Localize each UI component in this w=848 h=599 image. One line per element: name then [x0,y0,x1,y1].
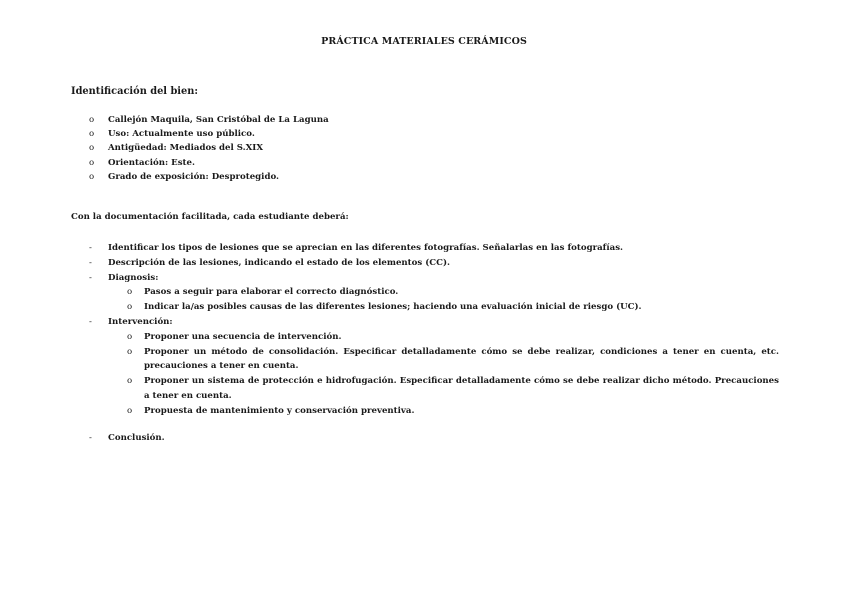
age-text: Antigüedad: Mediados del S.XIX [108,143,263,154]
list-item [127,330,779,345]
task-intervention-text: Intervención: [108,316,173,327]
task-diagnosis-text: Diagnosis: [108,272,159,283]
circle-bullet-icon: o [127,302,133,313]
circle-bullet-icon: o [127,405,133,416]
dash-bullet-icon: - [89,432,92,443]
spacer [89,419,779,431]
list-item [127,345,779,375]
list-item [127,404,779,419]
list-item [127,285,779,300]
diagnosis-sub-list [108,285,779,315]
circle-bullet-icon: o [127,346,133,357]
identification-heading: Identificación del bien: [71,86,198,97]
intervention-step-text: Proponer un método de consolidación. Especificar detalladamente cómo se debe realizar, condiciones a tener en cuenta, etc. precauciones a tener en cuenta. [144,346,779,372]
task-identify-text: Identificar los tipos de lesiones que se aprecian en las diferentes fotografías. Señalarlas en las fotografías. [108,243,624,253]
circle-bullet-icon: o [89,115,95,125]
task-conclusion [89,431,779,446]
identification-list [89,113,329,184]
diagnosis-step-text: Indicar la/as posibles causas de las diferentes lesiones; haciendo una evaluación inicial de riesgo (UC). [144,302,642,313]
list-item [89,170,329,184]
task-describe-text: Descripción de las lesiones, indicando el estado de los elementos (CC). [108,257,451,268]
circle-bullet-icon: o [89,157,95,168]
list-item [89,156,329,170]
intervention-step-text: Proponer una secuencia de intervención. [144,331,342,342]
list-item [89,113,329,127]
list-item [127,374,779,404]
list-item [127,300,779,315]
task-list [89,241,779,445]
task-conclusion-text: Conclusión. [108,432,165,443]
intervention-step-text: Proponer un sistema de protección e hidrofugación. Especificar detalladamente cómo se debe realizar dicho método. Precauciones a tener en cuenta. [144,376,779,401]
orientation-text: Orientación: Este. [108,157,195,168]
list-item [89,127,329,141]
circle-bullet-icon: o [89,143,95,154]
circle-bullet-icon: o [89,171,95,182]
task-diagnosis [89,271,779,315]
dash-bullet-icon: - [89,272,92,283]
circle-bullet-icon: o [89,129,95,140]
dash-bullet-icon: - [89,243,92,253]
document-title: PRÁCTICA MATERIALES CERÁMICOS [321,36,527,47]
task-intervention [89,315,779,419]
circle-bullet-icon: o [127,376,133,387]
circle-bullet-icon: o [127,331,133,342]
dash-bullet-icon: - [89,257,92,268]
task-identify [89,241,779,256]
intervention-sub-list [108,330,779,419]
list-item [89,141,329,155]
diagnosis-step-text: Pasos a seguir para elaborar el correcto diagnóstico. [144,287,399,298]
intro-paragraph: Con la documentación facilitada, cada estudiante deberá: [71,212,349,222]
dash-bullet-icon: - [89,316,92,327]
circle-bullet-icon: o [127,287,133,298]
task-describe [89,256,779,271]
use-text: Uso: Actualmente uso público. [108,129,255,140]
exposure-text: Grado de exposición: Desprotegido. [108,171,280,182]
intervention-step-text: Propuesta de mantenimiento y conservación preventiva. [144,405,415,416]
location-text: Callejón Maquila, San Cristóbal de La Laguna [108,115,329,125]
